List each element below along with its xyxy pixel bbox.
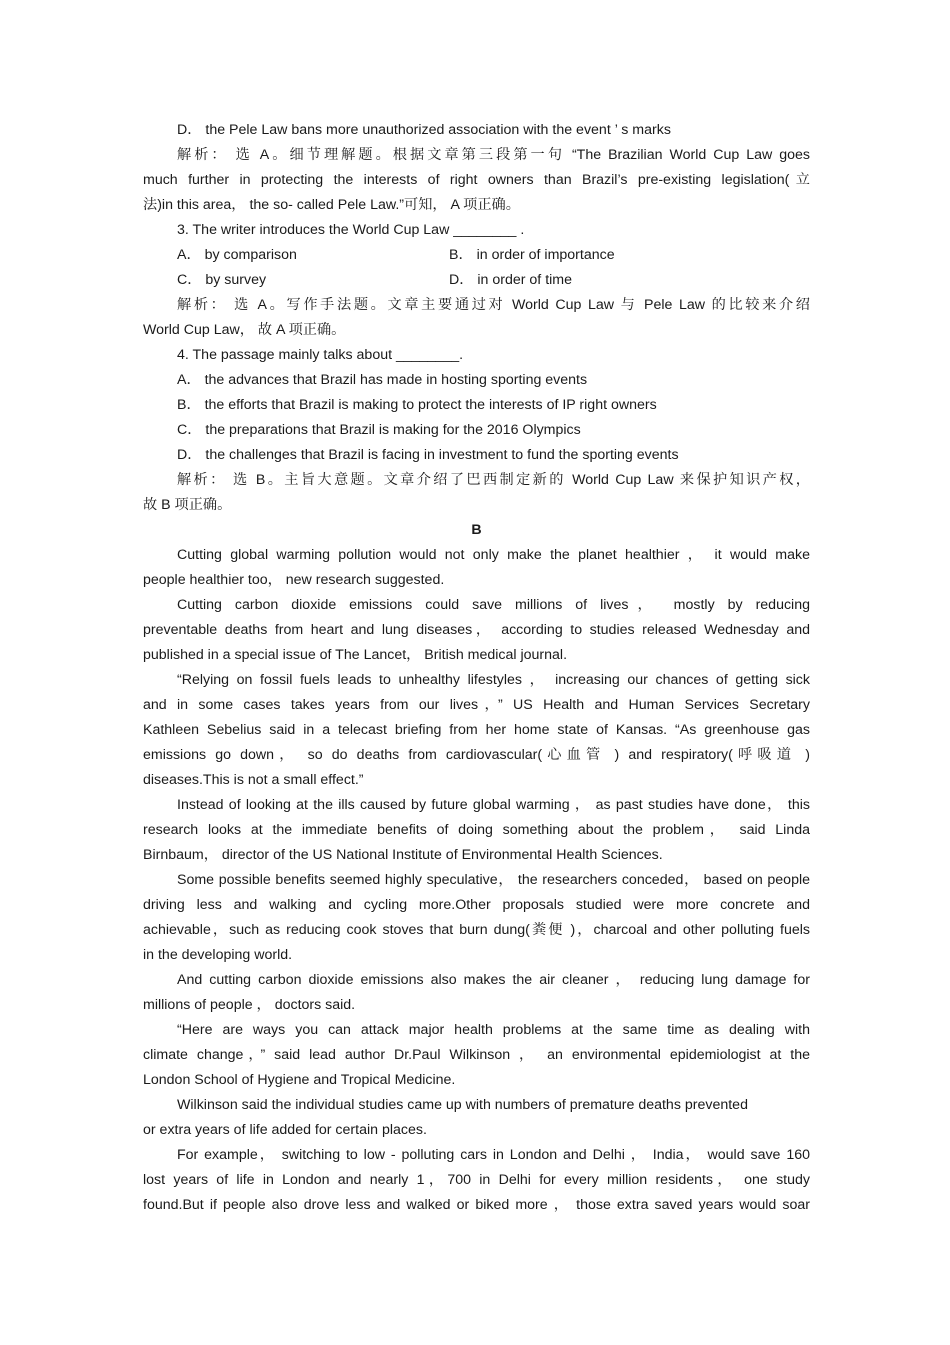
passage-line: diseases.This is not a small effect.” — [143, 772, 364, 788]
q2-analysis-end: 法)in this area， the so- called Pele Law.”可知， A 项正确。 — [143, 197, 520, 213]
q4-option-d: D． the challenges that Brazil is facing in investment to fund the sporting events — [177, 447, 679, 463]
q3-analysis: 解析： 选 A。写作手法题。文章主要通过对 World Cup Law 与 Pele Law 的比较来介绍 — [177, 297, 810, 313]
q4-analysis-end: 故 B 项正确。 — [143, 497, 232, 513]
q4-stem: 4. The passage mainly talks about ________. — [177, 347, 464, 363]
q3-option-d: D． in order of time — [449, 272, 572, 288]
document-page — [143, 118, 810, 1218]
passage-line: Cutting global warming pollution would not only make the planet healthier ， it would make — [177, 547, 810, 563]
passage-line: lost years of life in London and nearly 1，700 in Delhi for every million residents， one study — [143, 1172, 810, 1188]
q3-option-c: C． by survey — [177, 272, 267, 288]
passage-line: Some possible benefits seemed highly speculative， the researchers conceded， based on people — [177, 872, 810, 888]
passage-line: For example， switching to low - polluting cars in London and Delhi ， India， would save 160 — [177, 1147, 810, 1163]
passage-line: Wilkinson said the individual studies came up with numbers of premature deaths prevented — [177, 1097, 748, 1113]
passage-line: Cutting carbon dioxide emissions could save millions of lives， mostly by reducing — [177, 597, 810, 613]
passage-line: “Relying on fossil fuels leads to unhealthy lifestyles ， increasing our chances of getting sick — [177, 672, 810, 688]
passage-line: research looks at the immediate benefits of doing something about the problem， said Linda — [143, 822, 810, 838]
passage-line: driving less and walking and cycling more.Other proposals studied were more concrete and — [143, 897, 810, 913]
passage-line: achievable，such as reducing cook stoves that burn dung(粪便 )，charcoal and other polluting fuels — [143, 922, 810, 938]
q4-option-c: C． the preparations that Brazil is making for the 2016 Olympics — [177, 422, 581, 438]
passage-line: Kathleen Sebelius said in a telecast briefing from her home state of Kansas. “As greenhouse gas — [143, 722, 810, 738]
passage-line: people healthier too， new research suggested. — [143, 572, 445, 588]
passage-line: emissions go down， so do deaths from cardiovascular(心血管 ) and respiratory(呼吸道 ) — [143, 747, 810, 763]
passage-line: Birnbaum， director of the US National Institute of Environmental Health Sciences. — [143, 847, 663, 863]
q3-options-row1 — [143, 243, 810, 268]
passage-line: found.But if people also drove less and walked or biked more ， those extra saved years would soar — [143, 1197, 810, 1213]
passage-line: London School of Hygiene and Tropical Medicine. — [143, 1072, 456, 1088]
passage-line: in the developing world. — [143, 947, 293, 963]
q3-option-a: A． by comparison — [177, 247, 297, 263]
passage-line: “Here are ways you can attack major health problems at the same time as dealing with — [177, 1022, 810, 1038]
passage-line: and in some cases takes years from our lives，” US Health and Human Services Secretary — [143, 697, 810, 713]
q4-option-b: B． the efforts that Brazil is making to protect the interests of IP right owners — [177, 397, 657, 413]
q4-analysis: 解析： 选 B。主旨大意题。文章介绍了巴西制定新的 World Cup Law 来保护知识产权， — [177, 472, 810, 488]
passage-line: millions of people ， doctors said. — [143, 997, 356, 1013]
passage-line: or extra years of life added for certain places. — [143, 1122, 427, 1138]
passage-line: Instead of looking at the ills caused by future global warming ， as past studies have done， this — [177, 797, 810, 813]
passage-line: climate change，” said lead author Dr.Paul Wilkinson ， an environmental epidemiologist at the — [143, 1047, 810, 1063]
passage-line: published in a special issue of The Lancet， British medical journal. — [143, 647, 568, 663]
passage-line: And cutting carbon dioxide emissions also makes the air cleaner ， reducing lung damage for — [177, 972, 810, 988]
q3-options-row2 — [143, 268, 810, 293]
q2-analysis-cont: much further in protecting the interests of right owners than Brazil’s pre-existing legislation(立 — [143, 172, 810, 188]
q3-analysis-end: World Cup Law， 故 A 项正确。 — [143, 322, 346, 338]
section-heading: B — [471, 522, 482, 538]
q2-analysis: 解析： 选 A。细节理解题。根据文章第三段第一句 “The Brazilian World Cup Law goes — [177, 147, 810, 163]
q2-option-d: D． the Pele Law bans more unauthorized association with the event ’ s marks — [177, 122, 671, 138]
q3-option-b: B． in order of importance — [449, 247, 615, 263]
q4-option-a: A． the advances that Brazil has made in hosting sporting events — [177, 372, 588, 388]
q3-stem: 3. The writer introduces the World Cup Law ________ . — [177, 222, 525, 238]
passage-line: preventable deaths from heart and lung diseases， according to studies released Wednesday and — [143, 622, 810, 638]
